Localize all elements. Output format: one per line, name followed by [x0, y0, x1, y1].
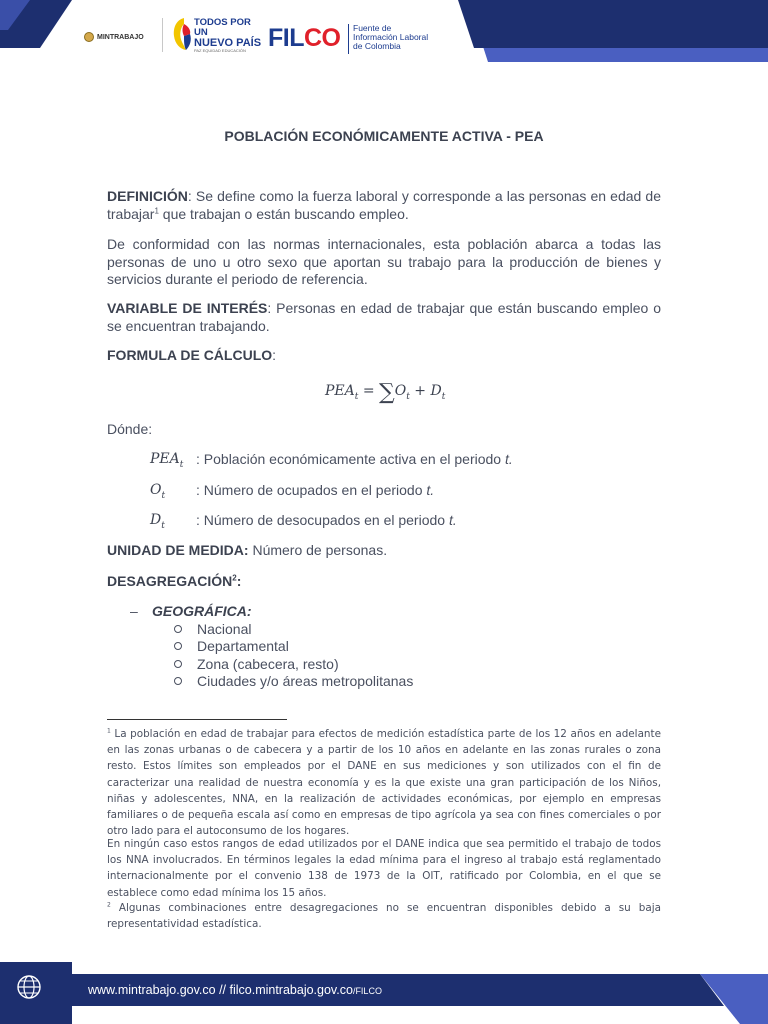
bullet-icon	[174, 677, 182, 685]
variable-label: VARIABLE DE INTERÉS	[107, 300, 268, 316]
footer-links[interactable]: www.mintrabajo.gov.co // filco.mintrabajo.gov.co/FILCO	[88, 983, 382, 997]
definition-label: DEFINICIÓN	[107, 188, 188, 204]
document-title: POBLACIÓN ECONÓMICAMENTE ACTIVA - PEA	[224, 128, 544, 144]
where-label: Dónde:	[107, 421, 153, 437]
footnote-1: $^1$ La población en edad de trabajar para efectos de medición estadística parte de los 12 años en adelante en las zonas urbanas o de cabecera y a partir de los 10 años en adelante en las zonas rurales o zona resto. Estos límites son empleados por el DANE en sus mediciones y son utilizados con el fin de caracterizar una realidad de nuestra economía y es la que existe una gran participación de los Niños, niñas y adolescentes, NNA, en la realización de actividades económicas, por ejemplo en empresas familiares o de pequeña escala así como en empresas de tipo agrícola ya sea con fines comerciales o por otro lado para el autoconsumo de los hogares.	[107, 727, 661, 838]
footnote-ref-1[interactable]: 1	[154, 205, 159, 215]
bullet-icon	[174, 625, 182, 633]
filco-divider	[348, 24, 349, 54]
symbol-o: $O_t$	[150, 482, 166, 501]
disaggregation-heading: DESAGREGACIÓN$^2$:	[107, 573, 242, 589]
logo-divider	[162, 18, 163, 52]
filco-logo: FILCO	[268, 24, 341, 52]
symbol-d: $D_t$	[150, 512, 165, 531]
header-right-decoration	[428, 0, 768, 62]
footnote-1-continued: En ningún caso estos rangos de edad utilizados por el DANE indica que sea permitido el trabajo de todos los NNA involucrados. En términos legales la edad mínima para el ingreso al trabajo está reglamentado internacionalmente por el convenio 138 de 1973 de la OIT, ratificado por Colombia, en el que se establece como edad mínima los 15 años.	[107, 838, 661, 899]
variable-paragraph: VARIABLE DE INTERÉS: Personas en edad de trabajar que están buscando empleo o se encuentran trabajando.	[107, 300, 661, 334]
bullet-icon	[174, 642, 182, 650]
unit-paragraph: UNIDAD DE MEDIDA: Número de personas.	[107, 542, 388, 558]
unit-label: UNIDAD DE MEDIDA:	[107, 542, 249, 558]
symbol-pea: $PEA_t$	[150, 451, 184, 470]
footnote-2: $^2$ Algunas combinaciones entre desagregaciones no se encuentran disponibles debido a su baja representatividad estadística.	[107, 901, 661, 931]
header-logos	[84, 14, 444, 56]
summation-symbol: ∑	[379, 380, 395, 405]
conformity-paragraph: De conformidad con las normas internacionales, esta población abarca a todas las personas de uno u otro sexo que aportan su trabajo para la producción de bienes y servicios durante el periodo de referencia.	[107, 236, 661, 287]
globe-icon	[14, 972, 44, 1002]
header-left-decoration	[0, 0, 72, 48]
colombia-map-icon	[170, 16, 194, 52]
todos-logo-text: TODOS POR UN NUEVO PAÍS PAZ EQUIDAD EDUCACIÓN	[194, 17, 262, 53]
pea-formula: $PEA_t = \sum O_t + D_t$	[325, 380, 446, 405]
bullet-icon	[174, 660, 182, 668]
definition-paragraph: DEFINICIÓN: Se define como la fuerza laboral y corresponde a las personas en edad de trabajar$^1$ que trabajan o están buscando empleo.	[107, 188, 661, 222]
mintrabajo-logo: MINTRABAJO	[84, 30, 156, 44]
formula-heading: FORMULA DE CÁLCULO:	[107, 347, 277, 363]
colombia-seal-icon	[84, 32, 94, 42]
footnote-separator	[107, 719, 287, 720]
todos-por-un-nuevo-pais-logo	[170, 14, 262, 56]
filco-description: Fuente de Información Laboral de Colombia	[353, 23, 429, 51]
footnote-ref-2[interactable]: 2	[232, 573, 237, 583]
